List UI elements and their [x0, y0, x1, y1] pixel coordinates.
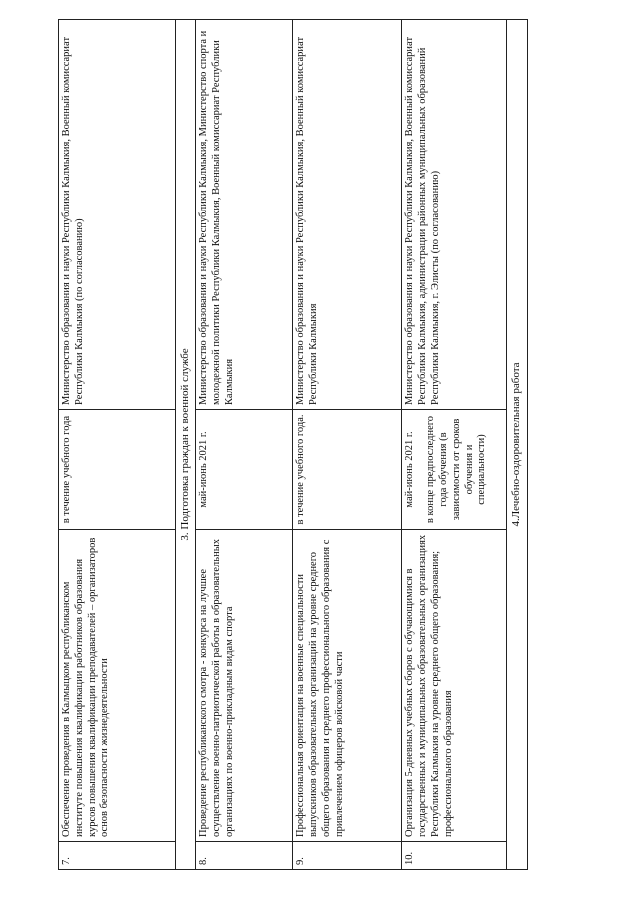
term-cell: в течение учебного года	[59, 410, 176, 530]
table-row	[59, 20, 176, 870]
row-number: 7.	[59, 842, 176, 870]
section-row	[176, 20, 196, 870]
row-number: 9.	[293, 842, 402, 870]
row-number: 8.	[196, 842, 293, 870]
section-row	[507, 20, 527, 870]
term-secondary: в конце предпоследнего года обучения (в зависимости от сроков обучения и специальности)	[425, 415, 488, 524]
table-row	[196, 20, 293, 870]
activity-cell: Обеспечение проведения в Калмыцком республиканском институте повышения квалификации работников образования курсов повышения квалификации преподавателей – организаторов основ безопасности жизнедеятельности	[59, 530, 176, 842]
activity-cell: Организация 5-дневных учебных сборов с обучающимися в государственных и муниципальных образовательных организациях Республики Калмыкия на уровне среднего общего образования; профессионального образования	[402, 530, 507, 842]
activity-cell: Проведение республиканского смотра - конкурса на лучшее осуществление военно-патриотической работы в образовательных организациях по военно-прикладным видам спорта	[196, 530, 293, 842]
rotated-page	[58, 20, 578, 870]
activity-cell: Профессиональная ориентация на военные специальности выпускников образовательных организаций на уровне среднего общего образования и среднего профессионального образования с привлечением офицеров войсковой части	[293, 530, 402, 842]
responsible-cell: Министерство образования и науки Республики Калмыкия, Министерство спорта и молодежной политики Республики Калмыкия, Военный комиссариат Республики Калмыкия	[196, 20, 293, 410]
term-cell	[402, 410, 507, 530]
plan-table	[58, 19, 528, 870]
term-primary: май-июнь 2021 г.	[404, 431, 416, 508]
table-row	[402, 20, 507, 870]
responsible-cell: Министерство образования и науки Республики Калмыкия, Военный комиссариат Республики Калмыкия (по согласованию)	[59, 20, 176, 410]
table-row	[293, 20, 402, 870]
responsible-cell: Министерство образования и науки Республики Калмыкия, Военный комиссариат Республики Калмыкия	[293, 20, 402, 410]
term-cell: в течение учебного года.	[293, 410, 402, 530]
section-heading: 3. Подготовка граждан к военной службе	[176, 20, 196, 870]
term-cell: май-июнь 2021 г.	[196, 410, 293, 530]
section-heading: 4.Лечебно-оздоровительная работа	[507, 20, 527, 870]
row-number: 10.	[402, 842, 507, 870]
responsible-cell: Министерство образования и науки Республики Калмыкия, Военный комиссариат Республики Калмыкия, администрации районных муниципальных образований Республики Калмыкия, г. Элисты (по согласованию)	[402, 20, 507, 410]
